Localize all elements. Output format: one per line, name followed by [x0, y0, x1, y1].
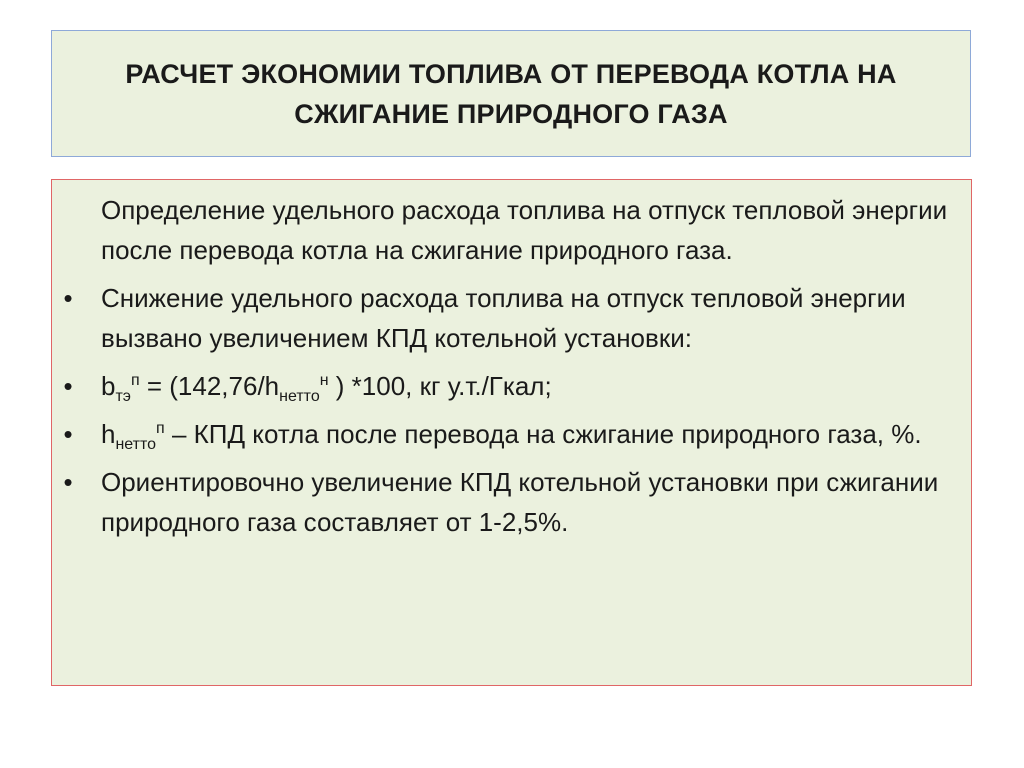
- bullet-icon: •: [63, 467, 73, 497]
- efficiency-sub-netto: нетто: [115, 436, 157, 453]
- efficiency-text: – КПД котла после перевода на сжигание природного газа, %.: [164, 419, 922, 449]
- bullet-icon: •: [63, 283, 73, 313]
- estimate-text: Ориентировочно увеличение КПД котельной установки при сжигании природного газа составляет от 1-2,5%.: [101, 467, 939, 537]
- list-item-reduction: [52, 278, 971, 358]
- formula-sup-n: н: [319, 372, 329, 389]
- reduction-text: Снижение удельного расхода топлива на отпуск тепловой энергии вызвано увеличением КПД котельной установки:: [101, 283, 906, 353]
- efficiency-sup-p: п: [156, 420, 165, 437]
- content-list: [52, 190, 971, 550]
- formula: [101, 371, 552, 405]
- bullet-icon: •: [63, 419, 73, 449]
- slide-content-box: [51, 179, 972, 686]
- list-item-formula: [52, 366, 971, 406]
- list-item-intro: [52, 190, 971, 270]
- list-item-efficiency-def: [52, 414, 971, 454]
- formula-sub-netto: нетто: [279, 388, 320, 405]
- bullet-icon: •: [63, 371, 73, 401]
- intro-text: Определение удельного расхода топлива на отпуск тепловой энергии после перевода котла на сжигание природного газа.: [101, 195, 948, 265]
- efficiency-var-h: h: [101, 419, 116, 449]
- slide-title: РАСЧЕТ ЭКОНОМИИ ТОПЛИВА ОТ ПЕРЕВОДА КОТЛА НА СЖИГАНИЕ ПРИРОДНОГО ГАЗА: [125, 58, 897, 129]
- efficiency-def: [101, 419, 922, 453]
- formula-sup-p: п: [130, 372, 140, 389]
- list-item-estimate: [52, 462, 971, 542]
- formula-sub-te: тэ: [115, 388, 131, 405]
- formula-var-b: b: [101, 371, 116, 401]
- formula-end: ) *100, кг у.т./Гкал;: [328, 371, 552, 401]
- formula-middle: = (142,76/h: [139, 371, 280, 401]
- slide-title-box: [51, 30, 971, 157]
